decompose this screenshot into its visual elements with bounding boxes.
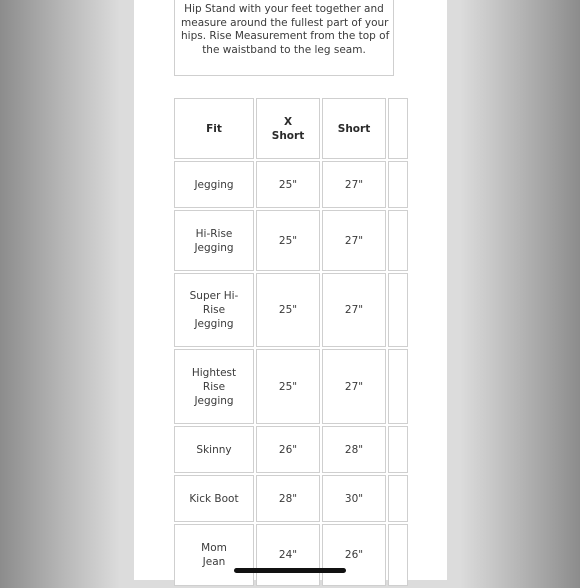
short-cell: 30": [322, 475, 386, 522]
header-cutoff-cell: [388, 98, 408, 159]
table-row: [174, 210, 408, 271]
cutoff-cell: [388, 161, 408, 208]
fit-label: Hightest Rise Jegging: [191, 366, 237, 407]
x-short-cell: 28": [256, 475, 320, 522]
table-row: [174, 349, 408, 424]
fit-cell: [174, 524, 254, 586]
cutoff-cell: [388, 524, 408, 586]
table-header-row: [174, 98, 408, 159]
x-short-cell: 24": [256, 524, 320, 586]
instruction-line: the waistband to the leg seam.: [202, 44, 366, 57]
header-fit: Fit: [174, 98, 254, 159]
cutoff-cell: [388, 349, 408, 424]
instruction-line: measure around the fullest part of your: [181, 16, 389, 29]
measurement-instructions: [174, 0, 394, 76]
instruction-line: hips. Rise Measurement from the top of: [181, 30, 390, 43]
cutoff-cell: [388, 210, 408, 271]
x-short-cell: 26": [256, 426, 320, 473]
table-row: [174, 273, 408, 347]
table-row: [174, 475, 408, 522]
table-row: [174, 161, 408, 208]
short-cell: 27": [322, 273, 386, 347]
x-short-cell: 25": [256, 349, 320, 424]
fit-label: Hi-Rise Jegging: [194, 227, 234, 254]
fit-cell: Jegging: [174, 161, 254, 208]
short-cell: 28": [322, 426, 386, 473]
short-cell: 27": [322, 349, 386, 424]
fit-label: Super Hi-Rise Jegging: [189, 290, 239, 330]
fit-cell: [174, 210, 254, 271]
table-row: [174, 426, 408, 473]
table-row: [174, 524, 408, 586]
instruction-line: Hip Stand with your feet together and: [184, 2, 384, 15]
x-short-cell: 25": [256, 210, 320, 271]
size-chart-table: [172, 96, 410, 588]
fit-cell: Skinny: [174, 426, 254, 473]
short-cell: 26": [322, 524, 386, 586]
short-cell: 27": [322, 161, 386, 208]
cutoff-cell: [388, 426, 408, 473]
cutoff-cell: [388, 475, 408, 522]
size-guide-page: [134, 0, 447, 580]
fit-label: Mom Jean: [201, 542, 227, 568]
x-short-cell: 25": [256, 161, 320, 208]
header-x-short-label: X Short: [271, 115, 305, 142]
home-indicator[interactable]: [234, 568, 346, 573]
fit-cell: Kick Boot: [174, 475, 254, 522]
header-short: Short: [322, 98, 386, 159]
fit-cell: [174, 273, 254, 347]
x-short-cell: 25": [256, 273, 320, 347]
short-cell: 27": [322, 210, 386, 271]
header-x-short: [256, 98, 320, 159]
cutoff-cell: [388, 273, 408, 347]
fit-cell: [174, 349, 254, 424]
